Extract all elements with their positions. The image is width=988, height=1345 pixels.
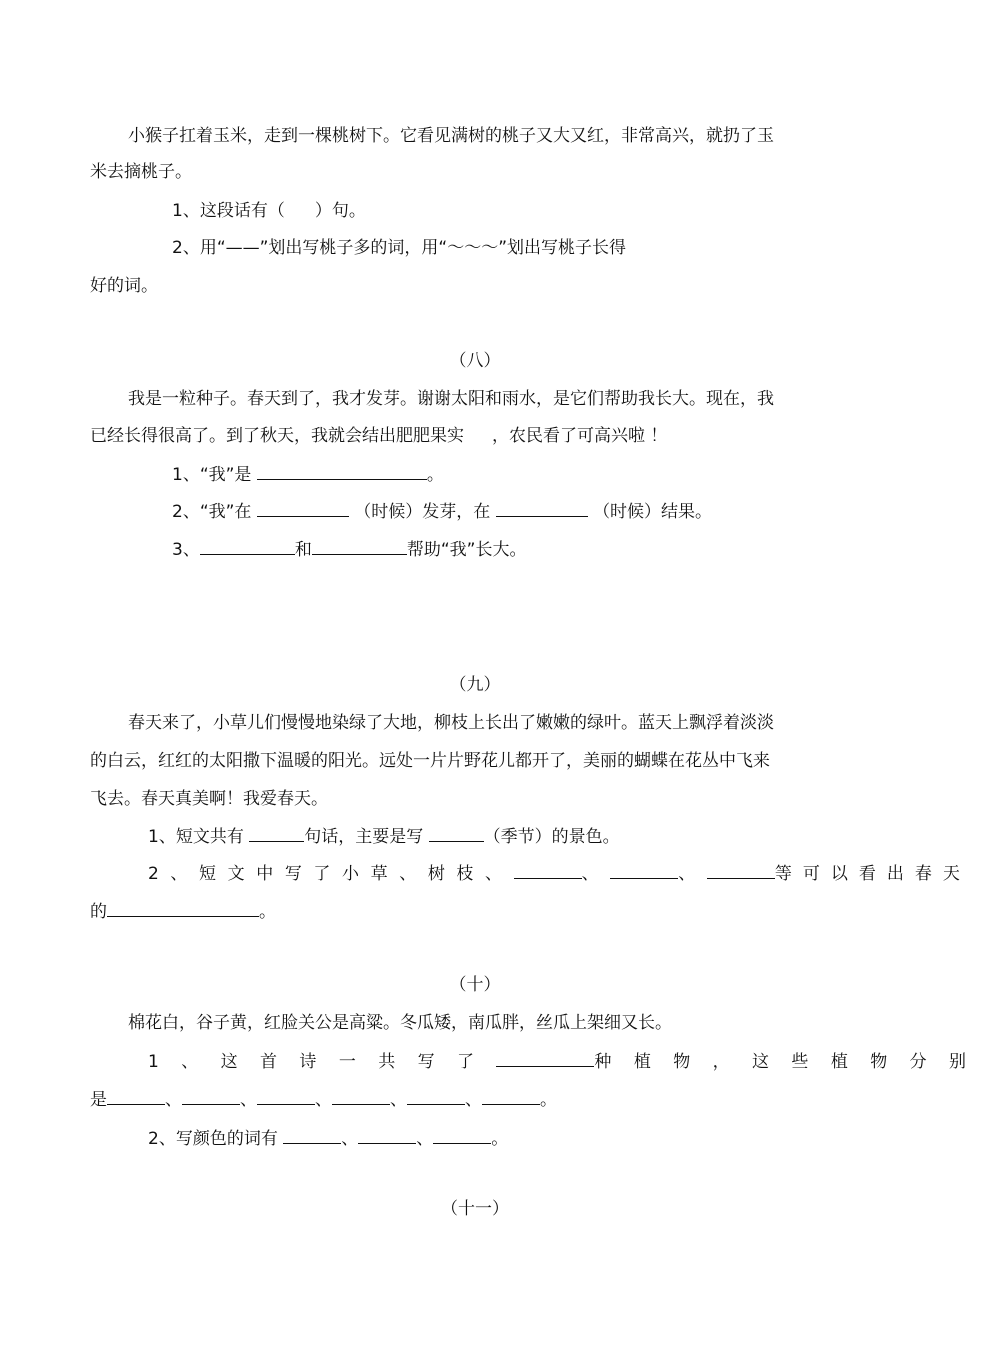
question-text: 1、“我”是: [172, 465, 252, 485]
question-text: 。: [491, 1129, 509, 1149]
answer-blank[interactable]: [610, 862, 678, 879]
separator: 、: [390, 1090, 407, 1110]
answer-blank[interactable]: [257, 463, 427, 480]
answer-blank[interactable]: [257, 1088, 315, 1105]
answer-blank[interactable]: [514, 862, 582, 879]
question-1: [172, 463, 444, 486]
answer-blank[interactable]: [182, 1088, 240, 1105]
answer-blank[interactable]: [107, 1088, 165, 1105]
answer-blank[interactable]: [429, 825, 484, 842]
question-text: 和: [294, 540, 312, 560]
answer-blank[interactable]: [257, 500, 349, 517]
question-text: ）句。: [314, 201, 366, 221]
answer-blank[interactable]: [707, 862, 775, 879]
passage-line: 小猴子扛着玉米，走到一棵桃树下。它看见满树的桃子又大又红，非常高兴，就扔了玉: [128, 126, 774, 146]
question-2: [172, 500, 712, 523]
question-2-cont: [90, 900, 276, 923]
question-text: 等可以看出春天: [774, 864, 971, 884]
question-text: 。: [426, 465, 444, 485]
separator: 、: [315, 1090, 332, 1110]
passage-line: 飞去。春天真美啊！我爱春天。: [90, 789, 328, 809]
question-text: 2、“我”在: [172, 502, 252, 522]
passage-line: 棉花白，谷子黄，红脸关公是高粱。冬瓜矮，南瓜胖，丝瓜上架细又长。: [128, 1013, 672, 1033]
answer-blank[interactable]: [249, 825, 304, 842]
question-2: [148, 862, 971, 885]
question-1: [148, 825, 620, 848]
section-title: （九）: [449, 675, 501, 695]
question-text: （时候）结果。: [593, 502, 713, 522]
answer-blank[interactable]: [496, 500, 588, 517]
question-1-cont: [90, 1088, 557, 1111]
question-text: 种植物，这些植物分别: [594, 1052, 988, 1072]
section-title: （八）: [449, 351, 501, 371]
passage-line: 我是一粒种子。春天到了，我才发芽。谢谢太阳和雨水，是它们帮助我长大。现在，我: [128, 389, 774, 409]
section-title: （十）: [449, 975, 501, 995]
question-text: 2、短文中写了小草、树枝、: [148, 864, 514, 884]
section-title: （十一）: [441, 1199, 509, 1219]
answer-blank[interactable]: [107, 900, 259, 917]
separator: 、: [678, 864, 707, 884]
answer-blank[interactable]: [200, 538, 295, 555]
question-text: 是: [90, 1090, 107, 1110]
question-text: （时候）发芽，在: [354, 502, 491, 522]
passage-text: 已经长得很高了。到了秋天，我就会结出肥肥果实: [90, 426, 464, 446]
answer-blank[interactable]: [358, 1127, 416, 1144]
answer-blank[interactable]: [312, 538, 407, 555]
question-2: [148, 1127, 508, 1150]
question-text: 3、: [172, 540, 200, 560]
question-text: 帮助“我”长大。: [406, 540, 527, 560]
question-text: 句话，主要是写: [304, 827, 424, 847]
answer-blank[interactable]: [407, 1088, 465, 1105]
question-text: 。: [540, 1090, 557, 1110]
separator: 、: [416, 1129, 434, 1149]
passage-text: ，农民看了可高兴啦 ！: [492, 426, 668, 446]
question-text: 2、写颜色的词有: [148, 1129, 278, 1149]
question-1: [172, 200, 366, 222]
answer-blank[interactable]: [482, 1088, 540, 1105]
answer-blank[interactable]: [283, 1127, 341, 1144]
passage-line: 米去摘桃子。: [90, 162, 192, 182]
question-3: [172, 538, 526, 561]
separator: 、: [240, 1090, 257, 1110]
question-1: [148, 1050, 988, 1073]
question-2-cont: 好的词。: [90, 276, 158, 296]
question-text: 。: [259, 902, 276, 922]
question-text: 的: [90, 902, 107, 922]
passage-line: 的白云，红红的太阳撒下温暖的阳光。远处一片片野花儿都开了，美丽的蝴蝶在花丛中飞来: [90, 751, 770, 771]
question-text: 1、这段话有（: [172, 201, 285, 221]
passage-line: 春天来了，小草儿们慢慢地染绿了大地，柳枝上长出了嫩嫩的绿叶。蓝天上飘浮着淡淡: [128, 713, 774, 733]
separator: 、: [165, 1090, 182, 1110]
answer-blank[interactable]: [332, 1088, 390, 1105]
answer-blank[interactable]: [433, 1127, 491, 1144]
question-text: （季节）的景色。: [483, 827, 620, 847]
answer-blank[interactable]: [496, 1050, 594, 1067]
separator: 、: [341, 1129, 359, 1149]
separator: 、: [465, 1090, 482, 1110]
passage-line: [90, 425, 667, 447]
question-text: 1、短文共有: [148, 827, 244, 847]
question-text: 1、这首诗一共写了: [148, 1052, 497, 1072]
question-2: 2、用“——”划出写桃子多的词，用“～～～”划出写桃子长得: [172, 238, 627, 258]
separator: 、: [581, 864, 611, 884]
